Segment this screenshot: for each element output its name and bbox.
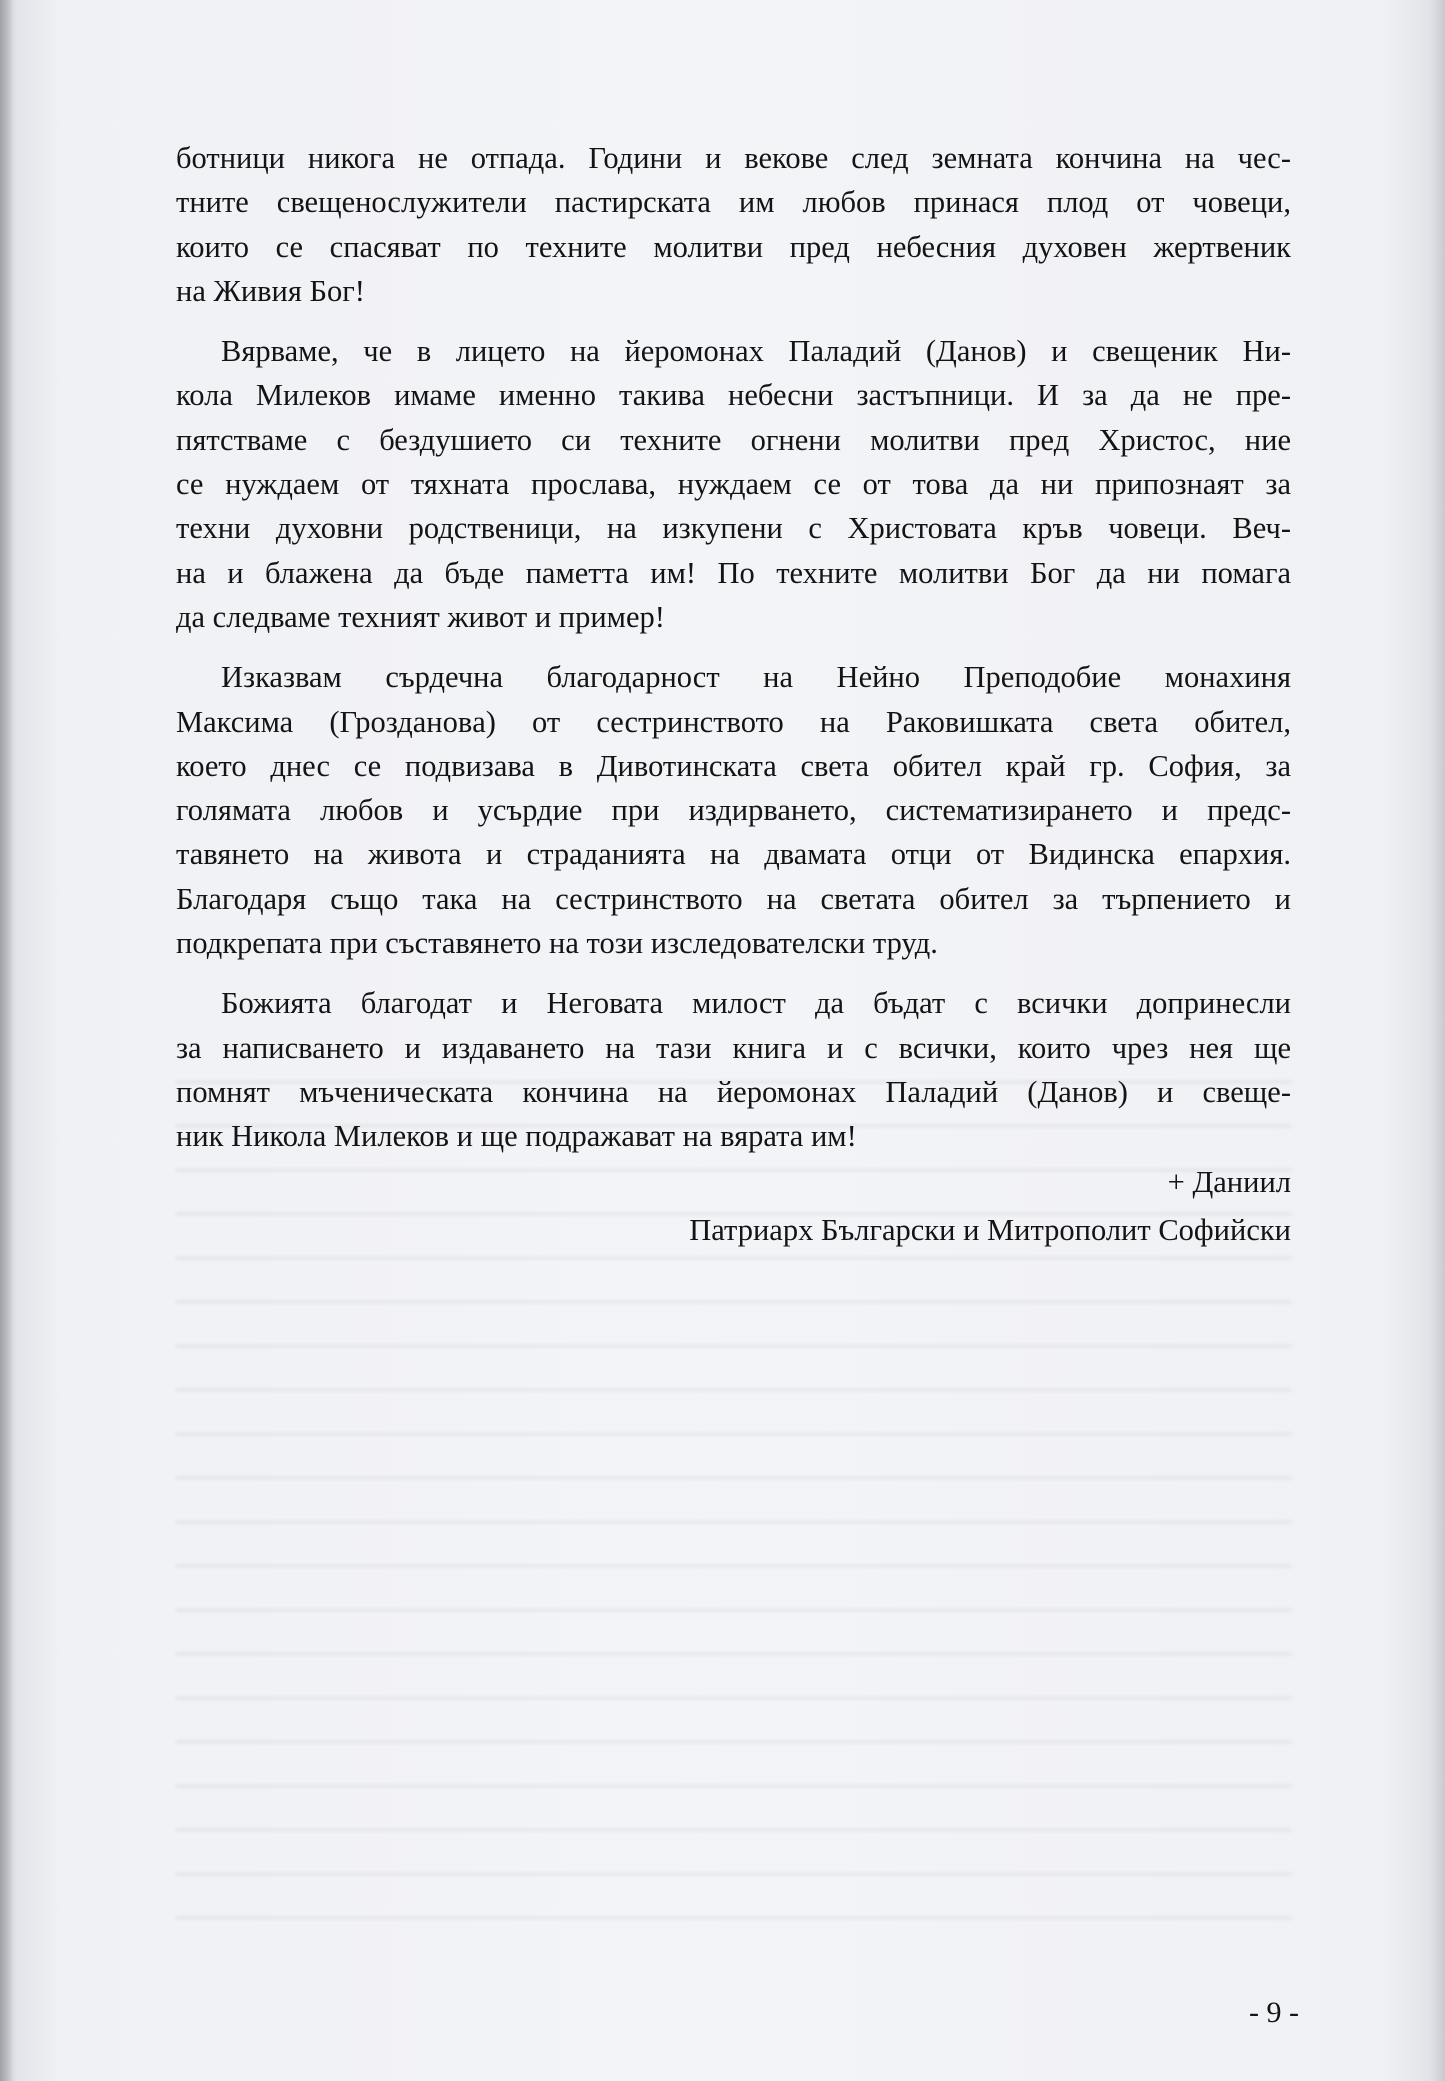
text-line: пятстваме с бездушието си техните огнени молитви пред Христос, ние — [176, 422, 1291, 457]
text-line: тавянето на живота и страданията на двамата отци от Видинска епархия. — [176, 837, 1291, 872]
text-line: ник Никола Милеков и ще подражават на вярата им! — [176, 1119, 857, 1154]
text-line: Благодаря също така на сестринството на светата обител за търпението и — [176, 881, 1291, 916]
paragraph-3 — [176, 655, 1291, 965]
text-line: на и блажена да бъде паметта им! По техните молитви Бог да ни помага — [176, 555, 1291, 590]
text-line: подкрепата при съставянето на този изследователски труд. — [176, 926, 938, 961]
text-line: да следваме техният живот и пример! — [176, 599, 665, 634]
text-line: Максима (Гроздановa) от сестринството на Раковишката света обител, — [176, 704, 1291, 739]
paragraph-1 — [176, 136, 1291, 313]
paragraph-4 — [176, 981, 1291, 1158]
text-line: ботници никога не отпада. Години и векове след земната кончина на чес- — [176, 141, 1291, 175]
signature-title: Патриарх Български и Митрополит Софийски — [689, 1213, 1291, 1247]
text-line: голямата любов и усърдие при издирването, систематизирането и предс- — [176, 793, 1291, 828]
text-line: на Живия Бог! — [176, 273, 365, 308]
text-line: тните свещенослужители пастирската им любов принася плод от човеци, — [176, 185, 1291, 220]
text-line: което днес се подвизава в Дивотинската света обител край гр. София, за — [176, 748, 1291, 783]
paragraph-2 — [176, 329, 1291, 639]
show-through-text — [176, 1060, 1291, 1960]
text-line: които се спасяват по техните молитви пред небесния духовен жертвеник — [176, 229, 1291, 264]
text-line: за написването и издаването на тази книга и с всички, които чрез нея ще — [176, 1030, 1291, 1065]
signature-name: + Даниил — [1167, 1165, 1291, 1199]
text-line: Божията благодат и Неговата милост да бъдат с всички допринесли — [221, 986, 1291, 1021]
text-line: се нуждаем от тяхната прослава, нуждаем се от това да ни припознаят за — [176, 467, 1291, 502]
body-text — [176, 136, 1291, 1159]
text-line: техни духовни родственици, на изкупени с Христовата кръв човеци. Веч- — [176, 511, 1291, 546]
page-number: - 9 - — [1249, 1996, 1299, 2029]
text-line: Изказвам сърдечна благодарност на Нейно Преподобие монахиня — [221, 660, 1291, 695]
text-line: кола Милеков имаме именно такива небесни застъпници. И за да не пре- — [176, 378, 1291, 413]
text-line: помнят мъченическата кончина на йеромонах Паладий (Данов) и свеще- — [176, 1074, 1291, 1109]
page-edge-shadow — [0, 0, 14, 2081]
text-line: Вярваме, че в лицето на йеромонах Паладий (Данов) и свещеник Ни- — [221, 334, 1291, 369]
